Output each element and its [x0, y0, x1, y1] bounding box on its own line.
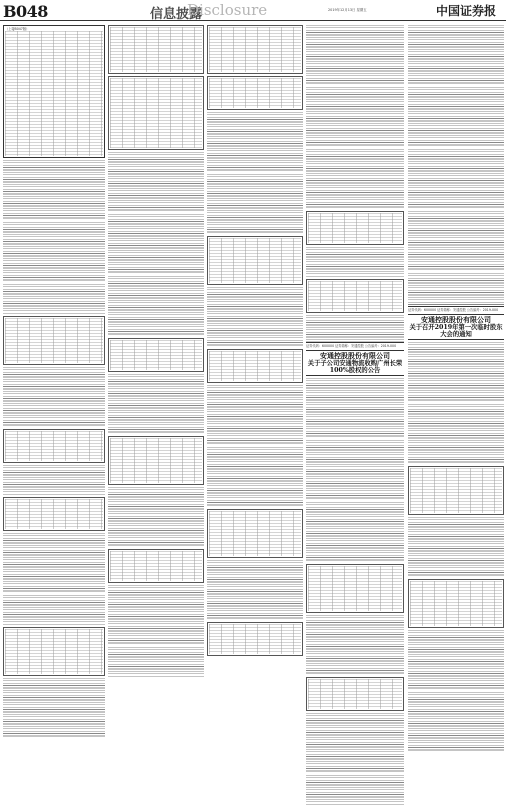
- body-text: [408, 404, 504, 464]
- body-text: [3, 222, 105, 282]
- body-text: [108, 374, 204, 434]
- body-text: [108, 647, 204, 677]
- body-text: [3, 160, 105, 220]
- body-text: [108, 487, 204, 547]
- body-text: [408, 630, 504, 690]
- body-text: [408, 25, 504, 85]
- body-text: [3, 595, 105, 625]
- body-text: [306, 87, 404, 147]
- data-table: [3, 316, 105, 365]
- body-text: [108, 585, 204, 645]
- data-table: [207, 76, 303, 110]
- paper-logo: 中国证券报: [436, 4, 497, 18]
- body-text: [3, 367, 105, 427]
- column-1: [3, 23, 105, 744]
- section-title-en: Disclosure: [187, 1, 268, 19]
- section-title: 信息披露: [150, 7, 203, 22]
- data-table: [3, 627, 105, 676]
- divider: [306, 375, 404, 376]
- data-table: [207, 25, 303, 74]
- data-table: [108, 25, 204, 74]
- data-table: [108, 436, 204, 485]
- notice-title: 关于子公司安通物流收购广州长荣100%股权的公告: [307, 359, 403, 374]
- body-text: [408, 149, 504, 209]
- body-text: [408, 692, 504, 752]
- shareholder-meeting-notice: [408, 306, 504, 754]
- body-text: [306, 615, 404, 675]
- body-text: [3, 533, 105, 593]
- body-text: [207, 174, 303, 234]
- data-table: [3, 497, 105, 531]
- body-text: [207, 560, 303, 620]
- data-table: [108, 76, 204, 150]
- stock-info: 证券代码：600000 证券简称：安通控股 公告编号：2019-000: [306, 344, 397, 348]
- notice-company: 安通控股股份有限公司: [320, 350, 390, 360]
- body-text: [207, 112, 303, 172]
- data-table: [108, 549, 204, 583]
- body-text: [3, 284, 105, 314]
- body-text: [408, 211, 504, 271]
- column-2: [108, 23, 204, 744]
- data-table: [306, 564, 404, 613]
- divider: [408, 339, 504, 340]
- continued-header: （上接B047版）: [5, 27, 30, 31]
- body-text: [207, 447, 303, 507]
- stock-info: 证券代码：600000 证券简称：安通控股 公告编号：2019-000: [408, 308, 499, 312]
- body-text: [108, 276, 204, 336]
- body-text: [306, 775, 404, 805]
- column-3: [207, 23, 303, 744]
- data-table: [207, 622, 303, 656]
- body-text: [306, 149, 404, 209]
- financial-table: [5, 31, 103, 156]
- data-table: [108, 338, 204, 372]
- data-table: [306, 211, 404, 245]
- page-number: B048: [3, 2, 48, 21]
- data-table: [207, 509, 303, 558]
- body-text: [3, 465, 105, 495]
- notice-title: 关于召开2019年第一次临时股东大会的通知: [409, 323, 503, 338]
- body-text: [408, 342, 504, 402]
- notice-company: 安通控股股份有限公司: [421, 314, 491, 324]
- body-text: [306, 247, 404, 277]
- body-text: [108, 152, 204, 212]
- body-text: [3, 678, 105, 738]
- data-table: [408, 466, 504, 515]
- data-table: [3, 429, 105, 463]
- dateline: 2019年12月13日 星期五: [328, 8, 367, 12]
- body-text: [306, 25, 404, 85]
- body-text: [108, 214, 204, 274]
- body-text: [207, 287, 303, 347]
- acquisition-notice: [306, 342, 404, 807]
- data-table: [306, 279, 404, 313]
- continued-notice: [3, 25, 105, 158]
- data-table: [207, 349, 303, 383]
- body-text: [408, 87, 504, 147]
- body-text: [408, 517, 504, 577]
- body-text: [306, 440, 404, 500]
- data-table: [306, 677, 404, 711]
- masthead: [0, 0, 506, 21]
- data-table: [408, 579, 504, 628]
- body-text: [306, 378, 404, 438]
- body-text: [306, 502, 404, 562]
- data-table: [207, 236, 303, 285]
- body-text: [207, 385, 303, 445]
- body-text: [306, 713, 404, 773]
